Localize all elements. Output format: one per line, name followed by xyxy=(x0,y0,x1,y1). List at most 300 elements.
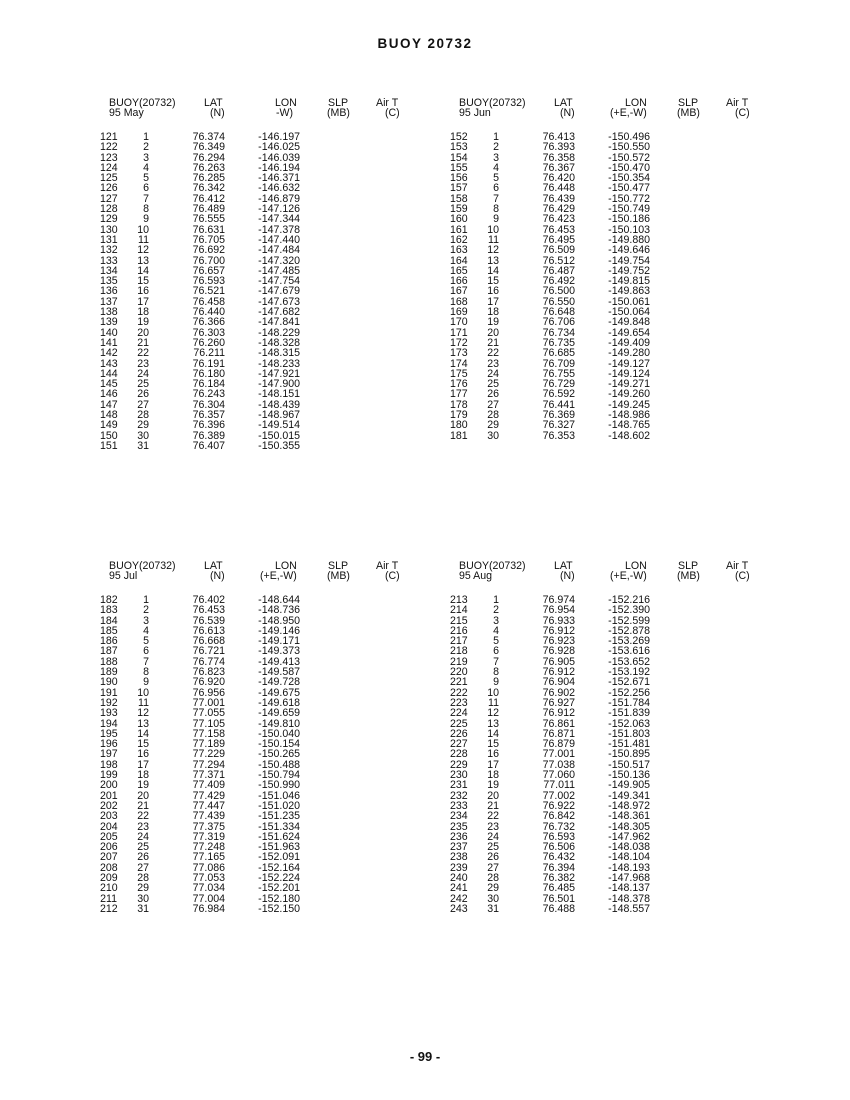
day-of-year: 137 xyxy=(100,295,118,308)
day-of-year: 189 xyxy=(100,666,118,679)
airt-header: Air T xyxy=(726,560,749,572)
latitude-value: 76.180 xyxy=(192,367,225,380)
day-of-month: 13 xyxy=(137,254,149,267)
lat-header: LAT xyxy=(204,97,223,109)
latitude-value: 76.389 xyxy=(192,429,225,442)
longitude-value: -150.550 xyxy=(608,141,650,154)
day-of-year: 216 xyxy=(450,624,468,637)
day-of-month: 6 xyxy=(493,645,499,658)
day-of-month: 4 xyxy=(143,624,149,637)
day-of-month: 3 xyxy=(143,614,149,627)
day-of-year: 234 xyxy=(450,810,468,823)
day-of-month: 8 xyxy=(143,203,149,216)
longitude-value: -147.841 xyxy=(258,316,300,329)
longitude-value: -147.673 xyxy=(258,295,300,308)
slp-header: SLP xyxy=(678,560,699,572)
latitude-value: 77.158 xyxy=(192,727,225,740)
longitude-value: -148.378 xyxy=(608,892,650,905)
latitude-value: 77.447 xyxy=(192,799,225,812)
longitude-value: -146.197 xyxy=(258,131,300,143)
longitude-value: -148.328 xyxy=(258,336,300,349)
day-of-month: 5 xyxy=(493,635,499,648)
day-of-month: 20 xyxy=(137,326,149,339)
latitude-value: 76.396 xyxy=(192,419,225,432)
table-jun xyxy=(450,97,810,442)
lat-unit: (N) xyxy=(560,107,575,120)
day-of-year: 239 xyxy=(450,861,468,874)
latitude-value: 76.407 xyxy=(192,439,225,452)
day-of-year: 148 xyxy=(100,409,118,422)
longitude-value: -149.587 xyxy=(258,666,300,679)
day-of-month: 11 xyxy=(138,696,149,709)
longitude-value: -151.784 xyxy=(608,696,650,709)
longitude-value: -152.201 xyxy=(258,882,300,895)
day-of-month: 22 xyxy=(487,810,499,823)
day-of-month: 9 xyxy=(493,213,499,226)
latitude-value: 77.002 xyxy=(542,789,575,802)
day-of-month: 7 xyxy=(143,655,149,668)
data-rows xyxy=(100,132,460,451)
latitude-value: 77.409 xyxy=(192,779,225,792)
day-of-month: 12 xyxy=(487,244,499,257)
longitude-value: -153.616 xyxy=(608,645,650,658)
latitude-value: 76.489 xyxy=(192,203,225,216)
latitude-value: 76.342 xyxy=(192,182,225,195)
day-of-year: 123 xyxy=(100,151,118,164)
latitude-value: 76.349 xyxy=(192,141,225,154)
longitude-value: -149.659 xyxy=(258,707,300,720)
day-of-month: 19 xyxy=(487,316,499,329)
day-of-year: 219 xyxy=(450,655,468,668)
longitude-value: -149.245 xyxy=(608,398,650,411)
day-of-month: 12 xyxy=(137,707,149,720)
latitude-value: 76.501 xyxy=(542,892,575,905)
latitude-value: 76.509 xyxy=(542,244,575,257)
day-of-month: 1 xyxy=(493,131,499,143)
lat-unit: (N) xyxy=(560,570,575,583)
longitude-value: -152.878 xyxy=(608,624,650,637)
day-of-year: 199 xyxy=(100,769,118,782)
day-of-year: 174 xyxy=(450,357,468,370)
day-of-year: 134 xyxy=(100,264,118,277)
units-row xyxy=(450,108,810,118)
day-of-year: 160 xyxy=(450,213,468,226)
latitude-value: 77.248 xyxy=(192,841,225,854)
day-of-year: 241 xyxy=(450,882,468,895)
longitude-value: -148.104 xyxy=(608,851,650,864)
longitude-value: -151.803 xyxy=(608,727,650,740)
longitude-value: -148.151 xyxy=(258,388,300,401)
latitude-value: 77.371 xyxy=(192,769,225,782)
latitude-value: 76.823 xyxy=(192,666,225,679)
day-of-month: 11 xyxy=(488,696,499,709)
lat-header: LAT xyxy=(554,97,573,109)
day-of-month: 28 xyxy=(137,872,149,885)
day-of-year: 127 xyxy=(100,192,118,205)
day-of-month: 13 xyxy=(487,717,499,730)
latitude-value: 77.034 xyxy=(192,882,225,895)
longitude-value: -148.986 xyxy=(608,409,650,422)
day-of-year: 133 xyxy=(100,254,118,267)
longitude-value: -149.373 xyxy=(258,645,300,658)
longitude-value: -153.269 xyxy=(608,635,650,648)
longitude-value: -152.599 xyxy=(608,614,650,627)
day-of-month: 17 xyxy=(137,758,149,771)
longitude-value: -150.064 xyxy=(608,306,650,319)
day-of-month: 6 xyxy=(493,182,499,195)
airt-unit: (C) xyxy=(735,570,750,583)
data-rows xyxy=(450,595,810,914)
day-of-year: 165 xyxy=(450,264,468,277)
day-of-year: 150 xyxy=(100,429,118,442)
latitude-value: 76.923 xyxy=(542,635,575,648)
day-of-month: 3 xyxy=(493,614,499,627)
day-of-month: 9 xyxy=(143,676,149,689)
table-row xyxy=(100,441,460,451)
day-of-year: 164 xyxy=(450,254,468,267)
day-of-year: 226 xyxy=(450,727,468,740)
lon-header: LON xyxy=(625,560,647,572)
latitude-value: 76.631 xyxy=(192,223,225,236)
month-label: 95 Aug xyxy=(459,570,492,583)
day-of-month: 27 xyxy=(137,861,149,874)
longitude-value: -147.344 xyxy=(258,213,300,226)
slp-unit: (MB) xyxy=(677,570,700,583)
latitude-value: 76.441 xyxy=(542,398,575,411)
longitude-value: -152.091 xyxy=(258,851,300,864)
table-row xyxy=(100,348,460,358)
day-of-month: 27 xyxy=(487,861,499,874)
day-of-year: 177 xyxy=(450,388,468,401)
day-of-year: 173 xyxy=(450,347,468,360)
day-of-year: 143 xyxy=(100,357,118,370)
day-of-year: 220 xyxy=(450,666,468,679)
latitude-value: 76.453 xyxy=(542,223,575,236)
longitude-value: -148.315 xyxy=(258,347,300,360)
lon-header: LON xyxy=(625,97,647,109)
day-of-month: 28 xyxy=(487,872,499,885)
longitude-value: -147.962 xyxy=(608,830,650,843)
day-of-year: 156 xyxy=(450,172,468,185)
latitude-value: 76.928 xyxy=(542,645,575,658)
day-of-month: 23 xyxy=(137,357,149,370)
latitude-value: 76.912 xyxy=(542,666,575,679)
longitude-value: -146.194 xyxy=(258,161,300,174)
day-of-month: 14 xyxy=(487,264,499,277)
latitude-value: 76.393 xyxy=(542,141,575,154)
longitude-value: -146.371 xyxy=(258,172,300,185)
day-of-year: 172 xyxy=(450,336,468,349)
day-of-year: 231 xyxy=(450,779,468,792)
day-of-year: 212 xyxy=(100,902,118,915)
lon-unit: (+E,-W) xyxy=(260,570,297,583)
units-row xyxy=(100,108,460,118)
day-of-year: 146 xyxy=(100,388,118,401)
latitude-value: 76.303 xyxy=(192,326,225,339)
longitude-value: -150.794 xyxy=(258,769,300,782)
latitude-value: 76.440 xyxy=(192,306,225,319)
longitude-value: -149.675 xyxy=(258,686,300,699)
longitude-value: -149.754 xyxy=(608,254,650,267)
latitude-value: 76.735 xyxy=(542,336,575,349)
day-of-month: 1 xyxy=(493,594,499,606)
latitude-value: 76.593 xyxy=(192,275,225,288)
longitude-value: -149.646 xyxy=(608,244,650,257)
longitude-value: -149.752 xyxy=(608,264,650,277)
latitude-value: 77.294 xyxy=(192,758,225,771)
day-of-year: 208 xyxy=(100,861,118,874)
longitude-value: -149.514 xyxy=(258,419,300,432)
airt-unit: (C) xyxy=(385,570,400,583)
day-of-year: 196 xyxy=(100,738,118,751)
latitude-value: 76.984 xyxy=(192,902,225,915)
latitude-value: 76.927 xyxy=(542,696,575,709)
longitude-value: -151.624 xyxy=(258,830,300,843)
day-of-month: 21 xyxy=(137,336,149,349)
day-of-month: 23 xyxy=(137,820,149,833)
latitude-value: 76.448 xyxy=(542,182,575,195)
day-of-month: 17 xyxy=(487,758,499,771)
longitude-value: -147.682 xyxy=(258,306,300,319)
latitude-value: 76.709 xyxy=(542,357,575,370)
latitude-value: 76.423 xyxy=(542,213,575,226)
lat-unit: (N) xyxy=(210,570,225,583)
day-of-month: 24 xyxy=(487,830,499,843)
longitude-value: -147.900 xyxy=(258,378,300,391)
day-of-month: 20 xyxy=(137,789,149,802)
day-of-year: 194 xyxy=(100,717,118,730)
latitude-value: 76.539 xyxy=(192,614,225,627)
latitude-value: 76.394 xyxy=(542,861,575,874)
day-of-year: 139 xyxy=(100,316,118,329)
day-of-month: 14 xyxy=(137,727,149,740)
latitude-value: 76.729 xyxy=(542,378,575,391)
day-of-year: 228 xyxy=(450,748,468,761)
day-of-month: 10 xyxy=(137,223,149,236)
data-rows xyxy=(100,595,460,914)
longitude-value: -151.020 xyxy=(258,799,300,812)
day-of-month: 19 xyxy=(137,779,149,792)
day-of-year: 192 xyxy=(100,696,118,709)
slp-unit: (MB) xyxy=(327,570,350,583)
lat-header: LAT xyxy=(204,560,223,572)
lat-header: LAT xyxy=(554,560,573,572)
longitude-value: -151.963 xyxy=(258,841,300,854)
longitude-value: -152.256 xyxy=(608,686,650,699)
latitude-value: 76.439 xyxy=(542,192,575,205)
day-of-year: 144 xyxy=(100,367,118,380)
lon-header: LON xyxy=(275,560,297,572)
longitude-value: -150.470 xyxy=(608,161,650,174)
latitude-value: 76.374 xyxy=(192,131,225,143)
latitude-value: 76.705 xyxy=(192,233,225,246)
day-of-year: 154 xyxy=(450,151,468,164)
latitude-value: 76.842 xyxy=(542,810,575,823)
day-of-month: 4 xyxy=(493,161,499,174)
latitude-value: 76.920 xyxy=(192,676,225,689)
day-of-year: 129 xyxy=(100,213,118,226)
day-of-year: 206 xyxy=(100,841,118,854)
day-of-month: 2 xyxy=(143,604,149,617)
longitude-value: -148.193 xyxy=(608,861,650,874)
day-of-year: 190 xyxy=(100,676,118,689)
day-of-year: 124 xyxy=(100,161,118,174)
day-of-year: 210 xyxy=(100,882,118,895)
longitude-value: -149.618 xyxy=(258,696,300,709)
longitude-value: -151.046 xyxy=(258,789,300,802)
day-of-year: 236 xyxy=(450,830,468,843)
day-of-year: 155 xyxy=(450,161,468,174)
slp-unit: (MB) xyxy=(677,107,700,120)
longitude-value: -148.305 xyxy=(608,820,650,833)
latitude-value: 76.353 xyxy=(542,429,575,442)
day-of-year: 169 xyxy=(450,306,468,319)
table-row xyxy=(100,904,460,914)
longitude-value: -150.136 xyxy=(608,769,650,782)
lat-unit: (N) xyxy=(210,107,225,120)
day-of-year: 188 xyxy=(100,655,118,668)
day-of-year: 122 xyxy=(100,141,118,154)
latitude-value: 77.375 xyxy=(192,820,225,833)
day-of-month: 21 xyxy=(487,799,499,812)
day-of-month: 31 xyxy=(487,902,499,915)
day-of-month: 6 xyxy=(143,645,149,658)
longitude-value: -148.765 xyxy=(608,419,650,432)
longitude-value: -147.921 xyxy=(258,367,300,380)
day-of-month: 15 xyxy=(137,738,149,751)
latitude-value: 76.487 xyxy=(542,264,575,277)
day-of-month: 27 xyxy=(487,398,499,411)
longitude-value: -146.039 xyxy=(258,151,300,164)
longitude-value: -150.186 xyxy=(608,213,650,226)
day-of-year: 178 xyxy=(450,398,468,411)
airt-unit: (C) xyxy=(735,107,750,120)
day-of-month: 29 xyxy=(137,419,149,432)
units-row xyxy=(450,571,810,581)
longitude-value: -150.496 xyxy=(608,131,650,143)
longitude-value: -148.137 xyxy=(608,882,650,895)
latitude-value: 76.974 xyxy=(542,594,575,606)
buoy-header: BUOY(20732) xyxy=(109,560,176,572)
day-of-year: 214 xyxy=(450,604,468,617)
latitude-value: 76.294 xyxy=(192,151,225,164)
day-of-month: 26 xyxy=(137,851,149,864)
longitude-value: -151.481 xyxy=(608,738,650,751)
table-row xyxy=(450,811,810,821)
day-of-year: 195 xyxy=(100,727,118,740)
latitude-value: 76.432 xyxy=(542,851,575,864)
longitude-value: -151.839 xyxy=(608,707,650,720)
day-of-month: 17 xyxy=(487,295,499,308)
buoy-header: BUOY(20732) xyxy=(459,97,526,109)
day-of-month: 3 xyxy=(493,151,499,164)
month-label: 95 Jun xyxy=(459,107,491,120)
latitude-value: 76.485 xyxy=(542,882,575,895)
day-of-month: 20 xyxy=(487,789,499,802)
day-of-year: 186 xyxy=(100,635,118,648)
day-of-month: 25 xyxy=(487,841,499,854)
longitude-value: -150.772 xyxy=(608,192,650,205)
latitude-value: 76.692 xyxy=(192,244,225,257)
day-of-month: 4 xyxy=(493,624,499,637)
latitude-value: 76.191 xyxy=(192,357,225,370)
day-of-year: 204 xyxy=(100,820,118,833)
latitude-value: 76.367 xyxy=(542,161,575,174)
longitude-value: -149.413 xyxy=(258,655,300,668)
table-row xyxy=(450,431,810,441)
latitude-value: 77.055 xyxy=(192,707,225,720)
day-of-year: 232 xyxy=(450,789,468,802)
day-of-month: 11 xyxy=(488,233,499,246)
latitude-value: 76.861 xyxy=(542,717,575,730)
latitude-value: 76.700 xyxy=(192,254,225,267)
day-of-month: 8 xyxy=(493,666,499,679)
data-rows xyxy=(450,132,810,441)
latitude-value: 77.439 xyxy=(192,810,225,823)
day-of-year: 179 xyxy=(450,409,468,422)
day-of-month: 19 xyxy=(487,779,499,792)
day-of-year: 203 xyxy=(100,810,118,823)
day-of-year: 170 xyxy=(450,316,468,329)
longitude-value: -150.572 xyxy=(608,151,650,164)
day-of-month: 10 xyxy=(487,686,499,699)
buoy-header: BUOY(20732) xyxy=(109,97,176,109)
day-of-year: 235 xyxy=(450,820,468,833)
day-of-month: 31 xyxy=(137,439,149,452)
longitude-value: -147.484 xyxy=(258,244,300,257)
latitude-value: 76.685 xyxy=(542,347,575,360)
latitude-value: 76.902 xyxy=(542,686,575,699)
day-of-year: 176 xyxy=(450,378,468,391)
longitude-value: -153.652 xyxy=(608,655,650,668)
longitude-value: -150.154 xyxy=(258,738,300,751)
day-of-year: 142 xyxy=(100,347,118,360)
day-of-month: 24 xyxy=(137,830,149,843)
day-of-month: 16 xyxy=(137,285,149,298)
day-of-year: 238 xyxy=(450,851,468,864)
day-of-year: 229 xyxy=(450,758,468,771)
longitude-value: -148.038 xyxy=(608,841,650,854)
latitude-value: 77.105 xyxy=(192,717,225,730)
latitude-value: 76.500 xyxy=(542,285,575,298)
latitude-value: 76.357 xyxy=(192,409,225,422)
longitude-value: -147.968 xyxy=(608,872,650,885)
latitude-value: 76.668 xyxy=(192,635,225,648)
day-of-year: 149 xyxy=(100,419,118,432)
longitude-value: -149.815 xyxy=(608,275,650,288)
latitude-value: 76.912 xyxy=(542,624,575,637)
day-of-year: 158 xyxy=(450,192,468,205)
day-of-year: 166 xyxy=(450,275,468,288)
longitude-value: -149.654 xyxy=(608,326,650,339)
day-of-year: 197 xyxy=(100,748,118,761)
day-of-month: 22 xyxy=(137,347,149,360)
day-of-year: 162 xyxy=(450,233,468,246)
latitude-value: 76.458 xyxy=(192,295,225,308)
latitude-value: 76.412 xyxy=(192,192,225,205)
latitude-value: 77.001 xyxy=(192,696,225,709)
latitude-value: 76.506 xyxy=(542,841,575,854)
day-of-month: 22 xyxy=(137,810,149,823)
longitude-value: -152.216 xyxy=(608,594,650,606)
day-of-year: 193 xyxy=(100,707,118,720)
longitude-value: -150.517 xyxy=(608,758,650,771)
longitude-value: -148.644 xyxy=(258,594,300,606)
longitude-value: -151.235 xyxy=(258,810,300,823)
day-of-year: 181 xyxy=(450,429,468,442)
day-of-month: 7 xyxy=(143,192,149,205)
latitude-value: 76.648 xyxy=(542,306,575,319)
